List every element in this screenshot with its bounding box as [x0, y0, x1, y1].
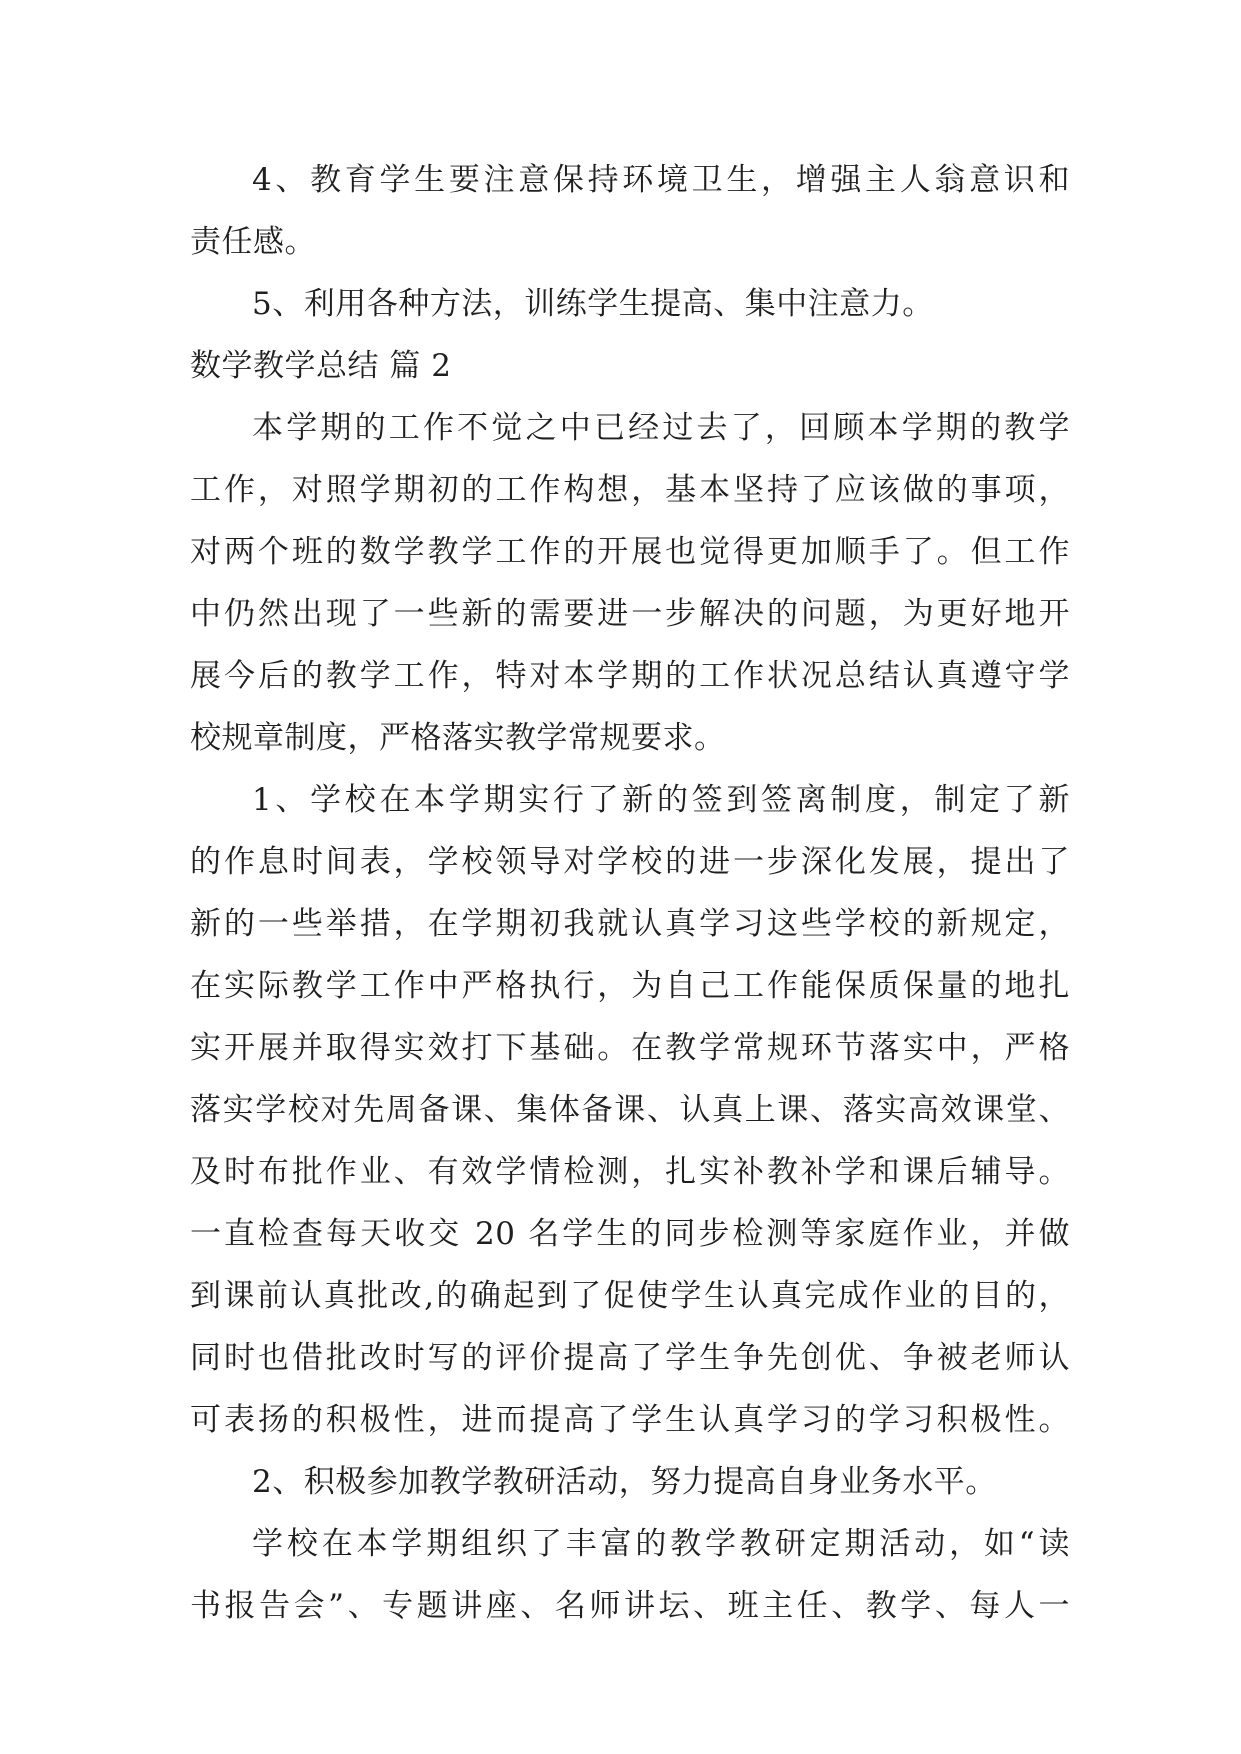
- paragraph-line: 同时也借批改时写的评价提高了学生争先创优、争被老师认: [190, 1340, 1070, 1376]
- paragraph-line: 在实际教学工作中严格执行，为自己工作能保质保量的地扎: [190, 968, 1070, 1004]
- paragraph-line: 5、利用各种方法，训练学生提高、集中注意力。: [252, 286, 934, 322]
- paragraph-line: 落实学校对先周备课、集体备课、认真上课、落实高效课堂、: [190, 1092, 1070, 1128]
- paragraph-line: 本学期的工作不觉之中已经过去了，回顾本学期的教学: [252, 410, 1070, 446]
- paragraph-line: 展今后的教学工作，特对本学期的工作状况总结认真遵守学: [190, 658, 1070, 694]
- paragraph-line: 新的一些举措，在学期初我就认真学习这些学校的新规定，: [190, 906, 1070, 942]
- paragraph-line: 工作，对照学期初的工作构想，基本坚持了应该做的事项，: [190, 472, 1070, 508]
- paragraph-line: 到课前认真批改,的确起到了促使学生认真完成作业的目的，: [190, 1278, 1070, 1314]
- paragraph-line: 一直检查每天收交 20 名学生的同步检测等家庭作业，并做: [190, 1216, 1070, 1252]
- paragraph-line: 4、教育学生要注意保持环境卫生，增强主人翁意识和: [252, 162, 1070, 198]
- paragraph-line: 中仍然出现了一些新的需要进一步解决的问题，为更好地开: [190, 596, 1070, 632]
- paragraph-line: 责任感。: [190, 224, 316, 260]
- paragraph-line: 校规章制度，严格落实教学常规要求。: [190, 720, 726, 756]
- paragraph-line: 2、积极参加教学教研活动，努力提高自身业务水平。: [252, 1464, 997, 1500]
- paragraph-line: 1、学校在本学期实行了新的签到签离制度，制定了新: [252, 782, 1070, 818]
- paragraph-line: 及时布批作业、有效学情检测，扎实补教补学和课后辅导。: [190, 1154, 1070, 1190]
- paragraph-line: 实开展并取得实效打下基础。在教学常规环节落实中，严格: [190, 1030, 1070, 1066]
- paragraph-line: 对两个班的数学教学工作的开展也觉得更加顺手了。但工作: [190, 534, 1070, 570]
- section-heading: 数学教学总结 篇 2: [190, 348, 452, 384]
- paragraph-line: 学校在本学期组织了丰富的教学教研定期活动，如“读: [252, 1526, 1070, 1562]
- paragraph-line: 书报告会”、专题讲座、名师讲坛、班主任、教学、每人一: [190, 1588, 1070, 1624]
- paragraph-line: 可表扬的积极性，进而提高了学生认真学习的学习积极性。: [190, 1402, 1070, 1438]
- paragraph-line: 的作息时间表，学校领导对学校的进一步深化发展，提出了: [190, 844, 1070, 880]
